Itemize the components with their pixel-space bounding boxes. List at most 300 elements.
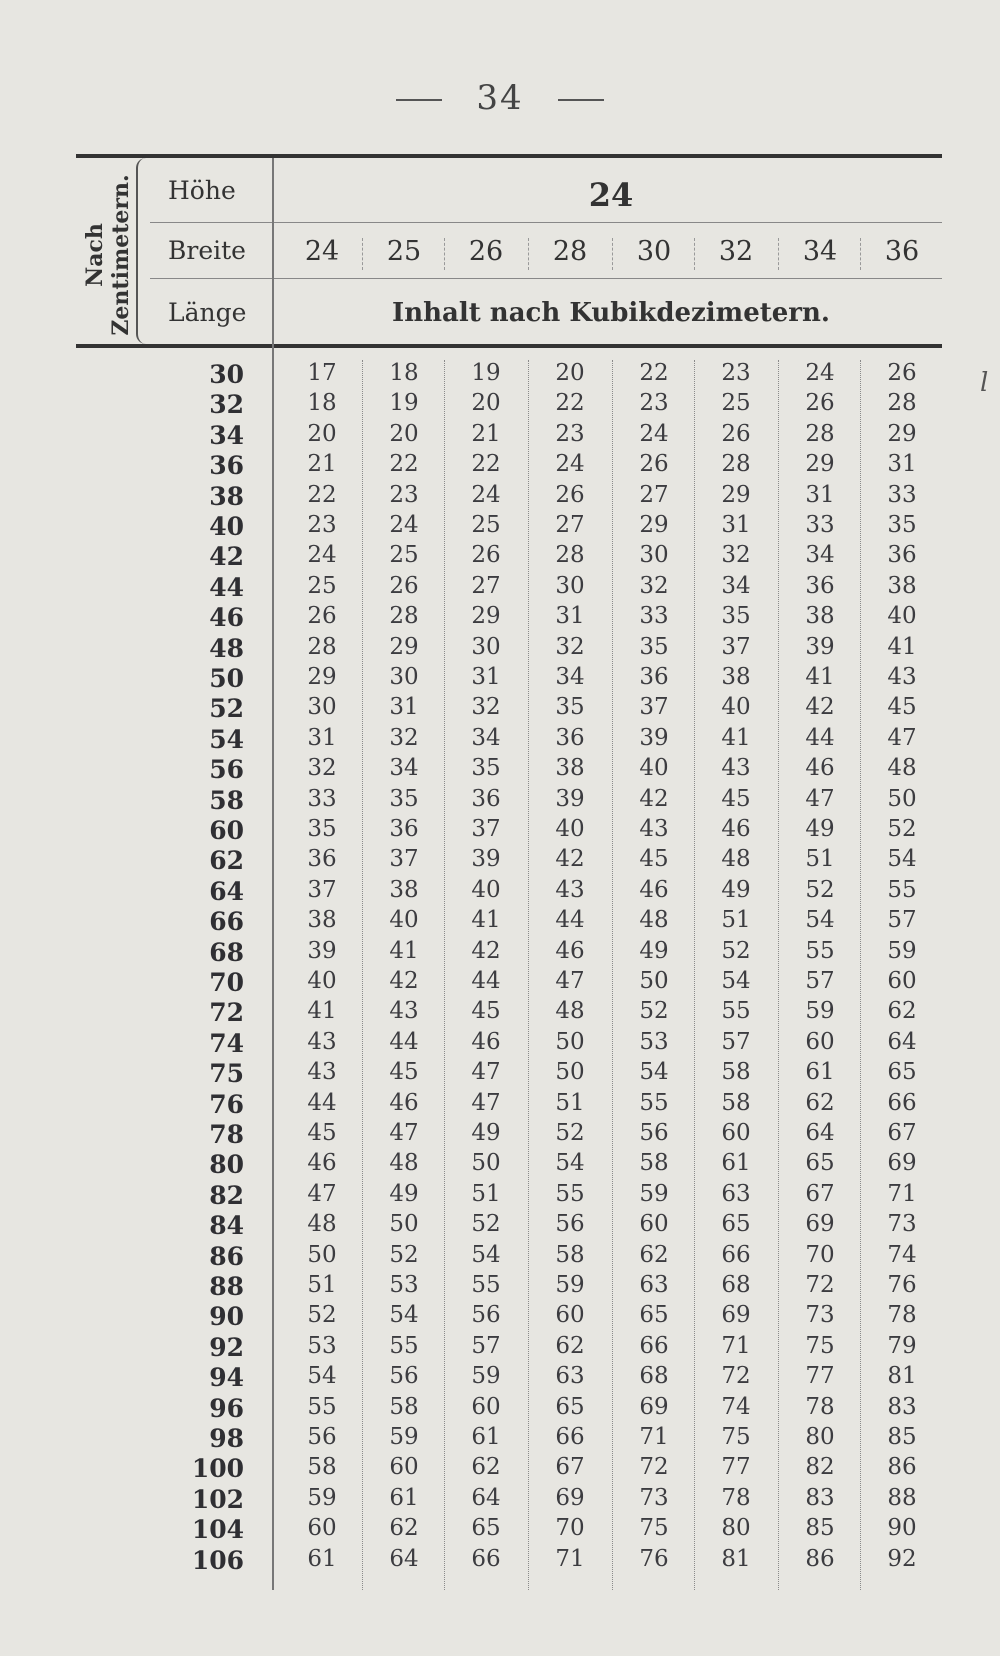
volume-cell: 46 xyxy=(721,816,751,842)
table-row xyxy=(170,1424,960,1454)
volume-cell: 39 xyxy=(639,724,669,751)
laenge-cell: 34 xyxy=(209,420,244,450)
volume-cell: 22 xyxy=(307,481,337,508)
volume-cell: 60 xyxy=(887,968,917,994)
edge-mark: l xyxy=(980,368,989,398)
table-row xyxy=(170,816,960,846)
volume-cell: 33 xyxy=(307,785,337,812)
table-row xyxy=(170,634,960,664)
volume-cell: 26 xyxy=(805,390,835,417)
volume-cell: 58 xyxy=(639,1150,669,1177)
table-row xyxy=(170,938,960,968)
volume-cell: 61 xyxy=(721,1150,751,1177)
breite-separator xyxy=(778,238,779,270)
table-row xyxy=(170,1029,960,1059)
volume-cell: 43 xyxy=(555,876,585,903)
volume-cell: 55 xyxy=(471,1272,501,1298)
laenge-cell: 72 xyxy=(209,998,244,1028)
hoehe-label: Höhe xyxy=(168,176,236,205)
volume-cell: 61 xyxy=(471,1424,501,1450)
side-label-line-1: Nach xyxy=(82,223,108,287)
volume-cell: 58 xyxy=(555,1241,585,1268)
volume-cell: 32 xyxy=(389,724,419,751)
volume-cell: 47 xyxy=(555,968,585,994)
laenge-cell: 50 xyxy=(209,664,244,693)
hoehe-value: 24 xyxy=(588,176,634,214)
volume-cell: 73 xyxy=(639,1484,669,1511)
volume-cell: 48 xyxy=(639,907,669,934)
volume-cell: 17 xyxy=(307,360,337,386)
volume-cell: 70 xyxy=(555,1515,585,1542)
volume-cell: 48 xyxy=(887,755,917,782)
table-row xyxy=(170,998,960,1028)
volume-cell: 41 xyxy=(307,998,337,1025)
volume-cell: 78 xyxy=(887,1302,917,1329)
dash-right xyxy=(558,99,604,101)
volume-cell: 35 xyxy=(721,603,751,630)
volume-cell: 40 xyxy=(555,816,585,842)
table-row xyxy=(170,1515,960,1545)
volume-cell: 52 xyxy=(721,937,751,964)
volume-cell: 74 xyxy=(721,1393,751,1420)
laenge-cell: 58 xyxy=(209,785,244,815)
laenge-cell: 36 xyxy=(209,451,244,481)
laenge-cell: 75 xyxy=(209,1059,244,1089)
volume-cell: 72 xyxy=(639,1454,669,1481)
volume-cell: 41 xyxy=(805,664,835,690)
volume-cell: 54 xyxy=(721,968,751,994)
volume-cell: 47 xyxy=(805,785,835,812)
volume-cell: 36 xyxy=(307,846,337,873)
volume-cell: 37 xyxy=(389,846,419,873)
volume-cell: 78 xyxy=(721,1484,751,1511)
table-row xyxy=(170,1363,960,1393)
volume-cell: 18 xyxy=(307,390,337,417)
volume-cell: 45 xyxy=(721,785,751,812)
breite-label: Breite xyxy=(168,236,246,265)
table-row xyxy=(170,755,960,785)
volume-cell: 32 xyxy=(721,542,751,569)
volume-cell: 77 xyxy=(721,1454,751,1481)
volume-cell: 24 xyxy=(555,451,585,478)
volume-cell: 27 xyxy=(471,572,501,599)
volume-cell: 71 xyxy=(639,1424,669,1450)
volume-cell: 69 xyxy=(639,1393,669,1420)
volume-cell: 74 xyxy=(887,1241,917,1268)
volume-cell: 32 xyxy=(639,572,669,599)
laenge-cell: 42 xyxy=(209,542,244,572)
volume-cell: 52 xyxy=(639,998,669,1025)
volume-cell: 40 xyxy=(887,603,917,630)
volume-cell: 39 xyxy=(805,633,835,660)
volume-cell: 47 xyxy=(307,1180,337,1207)
breite-separator xyxy=(444,238,445,270)
volume-cell: 52 xyxy=(307,1302,337,1329)
table-row xyxy=(170,1454,960,1484)
breite-cell: 24 xyxy=(304,236,340,267)
volume-cell: 60 xyxy=(805,1028,835,1055)
volume-cell: 41 xyxy=(471,907,501,934)
volume-cell: 31 xyxy=(721,512,751,538)
laenge-cell: 90 xyxy=(209,1302,244,1332)
volume-cell: 64 xyxy=(389,1545,419,1572)
volume-cell: 41 xyxy=(721,724,751,751)
volume-cell: 40 xyxy=(639,755,669,782)
laenge-cell: 106 xyxy=(191,1545,244,1575)
laenge-cell: 44 xyxy=(209,572,244,602)
volume-cell: 52 xyxy=(887,816,917,842)
volume-cell: 39 xyxy=(555,785,585,812)
table-row xyxy=(170,1211,960,1241)
volume-cell: 24 xyxy=(389,512,419,538)
volume-cell: 56 xyxy=(555,1211,585,1238)
table-row xyxy=(170,421,960,451)
laenge-cell: 86 xyxy=(209,1241,244,1271)
table-row xyxy=(170,664,960,694)
volume-cell: 30 xyxy=(307,694,337,721)
volume-cell: 54 xyxy=(307,1363,337,1390)
volume-cell: 65 xyxy=(471,1515,501,1542)
volume-cell: 66 xyxy=(887,1089,917,1116)
header-bottom-rule xyxy=(76,344,942,348)
volume-cell: 54 xyxy=(805,907,835,934)
volume-cell: 86 xyxy=(805,1545,835,1572)
table-row xyxy=(170,968,960,998)
breite-separator xyxy=(362,238,363,270)
table-row xyxy=(170,1333,960,1363)
volume-cell: 38 xyxy=(307,907,337,934)
volume-cell: 77 xyxy=(805,1363,835,1390)
table-row xyxy=(170,1302,960,1332)
volume-cell: 38 xyxy=(555,755,585,782)
laenge-cell: 54 xyxy=(209,724,244,754)
volume-cell: 19 xyxy=(471,360,501,386)
breite-cell: 32 xyxy=(718,236,754,267)
volume-cell: 20 xyxy=(555,360,585,386)
table-row xyxy=(170,694,960,724)
volume-cell: 40 xyxy=(307,968,337,994)
volume-cell: 28 xyxy=(307,633,337,660)
volume-cell: 61 xyxy=(389,1484,419,1511)
dash-left xyxy=(396,99,442,101)
volume-cell: 27 xyxy=(555,512,585,538)
volume-cell: 29 xyxy=(805,451,835,478)
volume-cell: 53 xyxy=(389,1272,419,1298)
volume-cell: 81 xyxy=(887,1363,917,1390)
brace xyxy=(136,158,152,344)
laenge-cell: 70 xyxy=(209,968,244,997)
volume-cell: 43 xyxy=(389,998,419,1025)
volume-cell: 46 xyxy=(389,1089,419,1116)
volume-cell: 52 xyxy=(389,1241,419,1268)
volume-cell: 64 xyxy=(471,1484,501,1511)
volume-cell: 55 xyxy=(555,1180,585,1207)
volume-cell: 65 xyxy=(887,1059,917,1086)
volume-cell: 31 xyxy=(389,694,419,721)
volume-cell: 68 xyxy=(721,1272,751,1298)
volume-cell: 50 xyxy=(887,785,917,812)
volume-cell: 69 xyxy=(555,1484,585,1511)
table-row xyxy=(170,482,960,512)
volume-cell: 42 xyxy=(805,694,835,721)
rule-under-hoehe xyxy=(150,222,942,223)
volume-cell: 66 xyxy=(471,1545,501,1572)
laenge-cell: 76 xyxy=(209,1089,244,1119)
volume-cell: 38 xyxy=(389,876,419,903)
volume-cell: 22 xyxy=(555,390,585,417)
volume-cell: 54 xyxy=(471,1241,501,1268)
page-number-text: 34 xyxy=(476,78,524,118)
volume-cell: 48 xyxy=(721,846,751,873)
volume-cell: 28 xyxy=(389,603,419,630)
laenge-cell: 68 xyxy=(209,937,244,967)
volume-cell: 45 xyxy=(639,846,669,873)
volume-cell: 29 xyxy=(887,420,917,447)
volume-cell: 34 xyxy=(555,664,585,690)
volume-cell: 59 xyxy=(389,1424,419,1450)
volume-cell: 58 xyxy=(389,1393,419,1420)
volume-cell: 54 xyxy=(555,1150,585,1177)
volume-cell: 69 xyxy=(805,1211,835,1238)
volume-cell: 55 xyxy=(721,998,751,1025)
laenge-cell: 80 xyxy=(209,1150,244,1180)
breite-row xyxy=(280,236,942,276)
volume-cell: 61 xyxy=(307,1545,337,1572)
volume-cell: 39 xyxy=(307,937,337,964)
volume-cell: 63 xyxy=(721,1180,751,1207)
volume-cell: 55 xyxy=(887,876,917,903)
volume-cell: 32 xyxy=(471,694,501,721)
volume-cell: 43 xyxy=(307,1028,337,1055)
volume-cell: 54 xyxy=(389,1302,419,1329)
breite-separator xyxy=(860,238,861,270)
volume-cell: 43 xyxy=(639,816,669,842)
volume-cell: 88 xyxy=(887,1484,917,1511)
volume-cell: 73 xyxy=(805,1302,835,1329)
volume-cell: 40 xyxy=(721,694,751,721)
breite-separator xyxy=(694,238,695,270)
volume-cell: 55 xyxy=(389,1332,419,1359)
laenge-cell: 30 xyxy=(209,360,244,389)
volume-cell: 47 xyxy=(389,1120,419,1146)
laenge-cell: 82 xyxy=(209,1180,244,1210)
volume-cell: 71 xyxy=(555,1545,585,1572)
volume-cell: 36 xyxy=(555,724,585,751)
volume-cell: 60 xyxy=(389,1454,419,1481)
laenge-cell: 56 xyxy=(209,755,244,785)
volume-cell: 46 xyxy=(639,876,669,903)
volume-cell: 75 xyxy=(721,1424,751,1450)
volume-cell: 67 xyxy=(555,1454,585,1481)
volume-cell: 65 xyxy=(721,1211,751,1238)
side-label-line-2: Zentimetern. xyxy=(108,174,134,336)
volume-cell: 62 xyxy=(805,1089,835,1116)
volume-cell: 82 xyxy=(805,1454,835,1481)
laenge-cell: 98 xyxy=(209,1424,244,1453)
table-row xyxy=(170,1150,960,1180)
volume-cell: 60 xyxy=(721,1120,751,1146)
volume-cell: 23 xyxy=(639,390,669,417)
volume-cell: 40 xyxy=(389,907,419,934)
volume-cell: 73 xyxy=(887,1211,917,1238)
volume-cell: 37 xyxy=(307,876,337,903)
volume-cell: 29 xyxy=(307,664,337,690)
volume-cell: 56 xyxy=(471,1302,501,1329)
volume-cell: 47 xyxy=(887,724,917,751)
table-row xyxy=(170,1485,960,1515)
volume-cell: 44 xyxy=(389,1028,419,1055)
breite-cell: 28 xyxy=(552,236,588,267)
volume-cell: 66 xyxy=(721,1241,751,1268)
volume-cell: 60 xyxy=(639,1211,669,1238)
volume-cell: 23 xyxy=(555,420,585,447)
volume-cell: 64 xyxy=(887,1028,917,1055)
table-row xyxy=(170,451,960,481)
volume-cell: 78 xyxy=(805,1393,835,1420)
laenge-cell: 104 xyxy=(191,1515,244,1545)
volume-cell: 62 xyxy=(389,1515,419,1542)
volume-cell: 26 xyxy=(471,542,501,569)
laenge-cell: 100 xyxy=(191,1454,244,1484)
volume-cell: 20 xyxy=(471,390,501,417)
volume-cell: 62 xyxy=(555,1332,585,1359)
volume-cell: 36 xyxy=(887,542,917,569)
volume-cell: 64 xyxy=(805,1120,835,1146)
volume-cell: 24 xyxy=(805,360,835,386)
volume-cell: 22 xyxy=(389,451,419,478)
table-row xyxy=(170,1059,960,1089)
volume-cell: 35 xyxy=(639,633,669,660)
table-row xyxy=(170,542,960,572)
volume-cell: 66 xyxy=(555,1424,585,1450)
volume-cell: 45 xyxy=(307,1120,337,1146)
volume-cell: 35 xyxy=(307,816,337,842)
volume-cell: 80 xyxy=(805,1424,835,1450)
volume-cell: 53 xyxy=(307,1332,337,1359)
volume-cell: 65 xyxy=(555,1393,585,1420)
volume-cell: 58 xyxy=(721,1089,751,1116)
laenge-cell: 78 xyxy=(209,1120,244,1149)
volume-cell: 43 xyxy=(887,664,917,690)
volume-cell: 50 xyxy=(555,1028,585,1055)
volume-cell: 85 xyxy=(887,1424,917,1450)
volume-cell: 75 xyxy=(639,1515,669,1542)
volume-cell: 51 xyxy=(721,907,751,934)
laenge-cell: 74 xyxy=(209,1028,244,1058)
volume-cell: 20 xyxy=(389,420,419,447)
volume-cell: 72 xyxy=(805,1272,835,1298)
volume-cell: 51 xyxy=(555,1089,585,1116)
volume-cell: 60 xyxy=(471,1393,501,1420)
volume-cell: 43 xyxy=(721,755,751,782)
table-row xyxy=(170,725,960,755)
volume-cell: 38 xyxy=(721,664,751,690)
volume-cell: 46 xyxy=(805,755,835,782)
volume-cell: 92 xyxy=(887,1545,917,1572)
volume-cell: 72 xyxy=(721,1363,751,1390)
table-row xyxy=(170,390,960,420)
volume-cell: 26 xyxy=(639,451,669,478)
volume-cell: 54 xyxy=(887,846,917,873)
volume-cell: 28 xyxy=(805,420,835,447)
volume-cell: 29 xyxy=(721,481,751,508)
volume-cell: 22 xyxy=(639,360,669,386)
volume-cell: 47 xyxy=(471,1059,501,1086)
volume-cell: 59 xyxy=(471,1363,501,1390)
breite-separator xyxy=(612,238,613,270)
volume-cell: 23 xyxy=(389,481,419,508)
volume-cell: 38 xyxy=(887,572,917,599)
laenge-cell: 64 xyxy=(209,876,244,906)
table-row xyxy=(170,603,960,633)
volume-cell: 59 xyxy=(805,998,835,1025)
volume-cell: 69 xyxy=(721,1302,751,1329)
volume-cell: 49 xyxy=(471,1120,501,1146)
laenge-cell: 102 xyxy=(191,1484,244,1514)
volume-cell: 57 xyxy=(721,1028,751,1055)
volume-cell: 26 xyxy=(721,420,751,447)
volume-cell: 71 xyxy=(887,1180,917,1207)
volume-cell: 36 xyxy=(389,816,419,842)
volume-cell: 63 xyxy=(639,1272,669,1298)
volume-cell: 59 xyxy=(639,1180,669,1207)
laenge-cell: 84 xyxy=(209,1211,244,1241)
volume-cell: 52 xyxy=(555,1120,585,1146)
volume-cell: 81 xyxy=(721,1545,751,1572)
volume-cell: 55 xyxy=(805,937,835,964)
volume-cell: 53 xyxy=(639,1028,669,1055)
volume-cell: 52 xyxy=(805,876,835,903)
volume-cell: 50 xyxy=(307,1241,337,1268)
volume-cell: 42 xyxy=(639,785,669,812)
volume-cell: 57 xyxy=(805,968,835,994)
volume-cell: 68 xyxy=(639,1363,669,1390)
table-row xyxy=(170,360,960,390)
volume-cell: 25 xyxy=(721,390,751,417)
volume-cell: 31 xyxy=(555,603,585,630)
volume-cell: 69 xyxy=(887,1150,917,1177)
laenge-cell: 52 xyxy=(209,694,244,724)
volume-cell: 22 xyxy=(471,451,501,478)
volume-cell: 24 xyxy=(307,542,337,569)
volume-cell: 76 xyxy=(639,1545,669,1572)
laenge-cell: 38 xyxy=(209,481,244,511)
volume-cell: 31 xyxy=(805,481,835,508)
breite-cell: 36 xyxy=(884,236,920,267)
breite-cell: 30 xyxy=(636,236,672,267)
volume-cell: 28 xyxy=(887,390,917,417)
laenge-cell: 94 xyxy=(209,1363,244,1393)
volume-cell: 32 xyxy=(307,755,337,782)
laenge-cell: 66 xyxy=(209,907,244,937)
breite-separator xyxy=(528,238,529,270)
volume-cell: 44 xyxy=(555,907,585,934)
volume-cell: 30 xyxy=(389,664,419,690)
table-row xyxy=(170,907,960,937)
breite-cell: 34 xyxy=(802,236,838,267)
volume-cell: 28 xyxy=(555,542,585,569)
volume-cell: 44 xyxy=(471,968,501,994)
volume-cell: 48 xyxy=(389,1150,419,1177)
volume-cell: 61 xyxy=(805,1059,835,1086)
volume-cell: 48 xyxy=(307,1211,337,1238)
volume-cell: 57 xyxy=(471,1332,501,1359)
volume-cell: 34 xyxy=(721,572,751,599)
volume-cell: 46 xyxy=(307,1150,337,1177)
volume-cell: 62 xyxy=(639,1241,669,1268)
volume-cell: 46 xyxy=(555,937,585,964)
laenge-cell: 40 xyxy=(209,512,244,541)
